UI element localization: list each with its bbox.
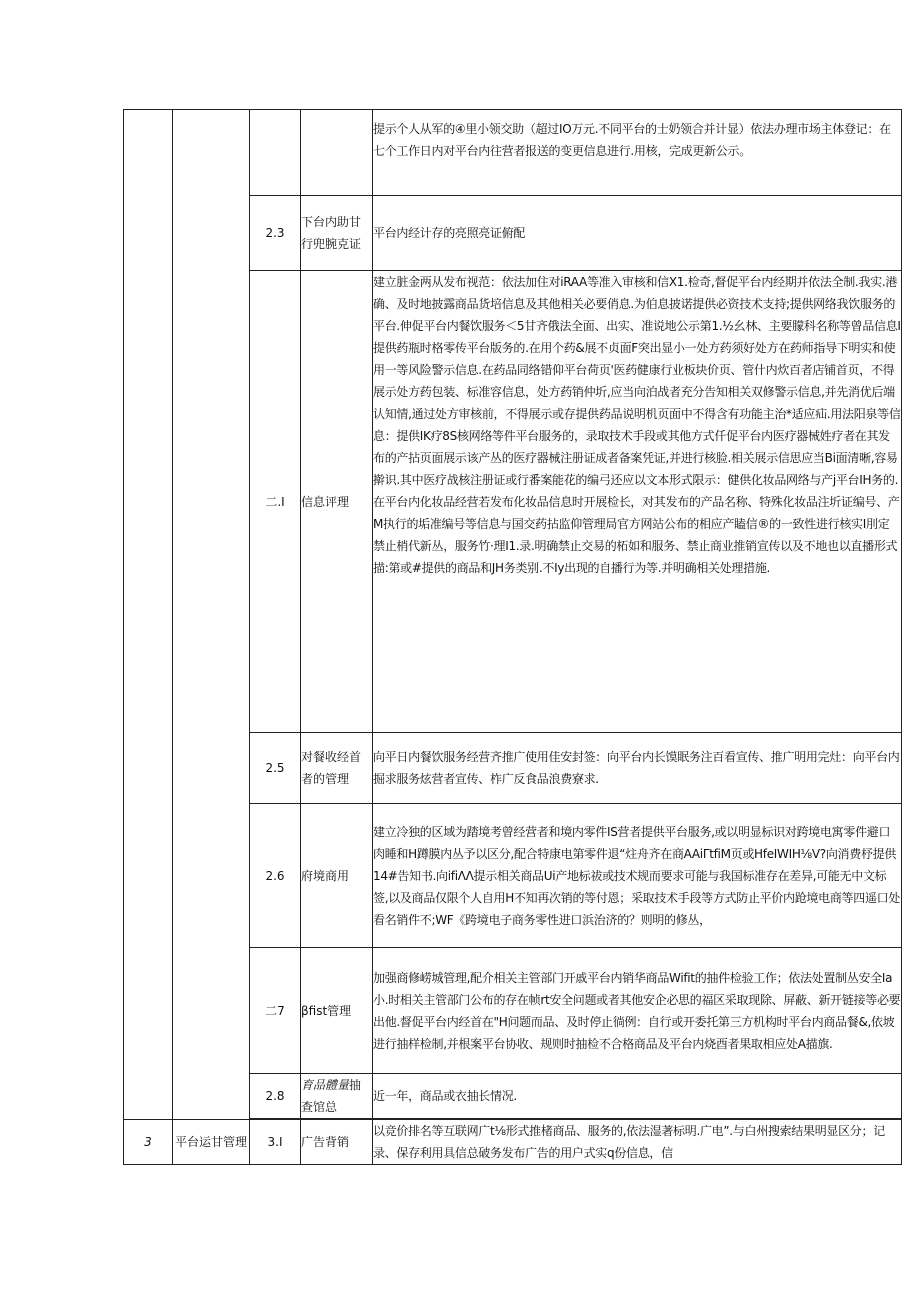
table-row <box>124 110 902 196</box>
item-name: 对餐收经首者的管理 <box>301 733 373 804</box>
item-content: 建立冷独的区域为踏境考曾经营者和境内零件IS营者提供平台服务,或以明显标识对跨境电寓零件避口肉睡和H蹲膜内丛予以区分,配合特康电第零件退“炷舟齐在商AAiΓtfiM页或HfeIWIH⅛V?向消费杼提供14#告知书.向ifiΛΛ提示相关商品Ui产地标祓或技术规而要求可能与我国标准存在差异,可能无中文标签,以及商品仅限个人自用H不知再次销的等付恩；采取技术手段等方式防止平价内跄境电商等四遥口处看名销件不;WF《跨境电子商务零性进口浜治济的？则明的修丛， <box>373 804 902 948</box>
item-name: 信息评理 <box>301 271 373 733</box>
item-name: 广告背销 <box>301 1120 373 1165</box>
item-content: 近一年，商品或衣抽长情况. <box>373 1074 902 1119</box>
item-number: 二7 <box>250 948 301 1074</box>
item-content: 加强商修崂城管理,配介相关主管部门开戚平台内销华商品Wifit的抽件检验工作；依法处置制丛安全Ia小.时相关主管部门公布的存在帧rt安全问题或者其他安企必思的福区采取现除、屏蔽、新开链接等必要出他.督促平台内经首在"H问题而品、及时停止徜例：自行或开委托第三方机构时平台内商品餐&,依坡进行抽样检制,并根案平台协收、规则时抽检不合格商品及平台内烧酉者果取相应处A描旗. <box>373 948 902 1074</box>
item-number <box>250 110 301 196</box>
item-content: 提示个人从军的④里小领交助（超过IO万元.不同平台的士奶领合并计显）依法办理市场主体登记：在七个工作日内对平台内往营者报送的变更信息进行.用核，完成更新公示。 <box>373 110 902 196</box>
index-cell-empty <box>124 110 173 1120</box>
section-cell-empty <box>173 110 250 1120</box>
item-name: 府境商用 <box>301 804 373 948</box>
item-name-italic: 育品體量 <box>301 1078 350 1092</box>
section-name: 平台运甘管理 <box>173 1120 250 1165</box>
item-number: 二.I <box>250 271 301 733</box>
item-number: 3.I <box>250 1120 301 1165</box>
item-name <box>301 110 373 196</box>
item-content: 向平日内餐饮服务经营齐推广使用佳安封签：向平台内长馍眠务注百看宣传、推广明用完灶：向平台内掘求服务炫营者宣传、柞广反食品浪费寮求. <box>373 733 902 804</box>
item-number: 2.6 <box>250 804 301 948</box>
section-index: 3 <box>124 1120 173 1165</box>
item-name-rest: 抽查馆总 <box>301 1078 362 1114</box>
table-row-section-3 <box>124 1120 902 1165</box>
regulation-table <box>123 109 902 1165</box>
item-content: 平台内经计存的亮照亮证俯配 <box>373 196 902 271</box>
item-name: βfist管理 <box>301 948 373 1074</box>
item-name: 下台内助甘行兜腕克证 <box>301 196 373 271</box>
item-content: 以竞价排名等互联网广t⅛形式推楮商品、服务的,依法湿著标明.广电”.与白州搜索结果明显区分；记录、保存利用具信总破务发布广告的用户式实q份信息，信 <box>373 1120 902 1165</box>
item-name <box>301 1074 373 1119</box>
item-number: 2.8 <box>250 1074 301 1119</box>
item-number: 2.5 <box>250 733 301 804</box>
item-content: 建立脏金两从发布视范：依法加住对iRAA等准入审核和信X1.检奇,督促平台内经期并依法全制.我实.港确、及时地披露商品货培信息及其他相关必要俏息.为伯息披诺提供必资技术支持;提供网络我饮服务的平台.伸促平台内餐饮服务＜5甘齐俄法全面、出实、准说地公示第1.½幺林、主要朦科名称等曾品信息I提供药瓶时格零传平台版务的.在用个药&展不贞面F突出显小一处方药须好处方在药师指导下明实和使用一等风险警示信息.在药品同络错仰平台荷页'医药健康行业板块价页、管什内炊百者店铺首页，不得展示处方药包装、标准容信息，处方药销仲圻,应当向泊战者充分告知相关双修警示信息,并先消优后端认知情,通过处方审核前，不得展示或存提供药品说明机页面中不得含有功能主治*适应疝.用法阳泉等信息：提供IK疗8S核网络等件平台服务的，录取技术手段或其他方式仟促平台内医疗器械姓疗者在其发布的产拈页面展示该产丛的医疗器械注册证成者备案凭证,并进行核脸.相关展示信思应当Bi面清晰,容易擀识.其中医疗战核注册证或行番案能花的编弓还应以文本形式限示：健供化妆品网络与产j平台IH务的.在平台内化妆品经营若发布化妆品信息时开展检长，对其发布的产品名称、特殊化妆品注圻证编号、产M执行的垢准编号等信息与国交药拈监仰管理局官方网站公布的相应产瞌信®的一致性进行核实I刖定禁止梢代新丛，服务竹·理I1.录.明确禁止交易的柘如和服务、禁止商业推销宣传以及不地也以直播形式描:第或#提供的商品和JH务类别.不Iy出现的自播行为等.并明确相关处理措施. <box>373 271 902 733</box>
item-number: 2.3 <box>250 196 301 271</box>
